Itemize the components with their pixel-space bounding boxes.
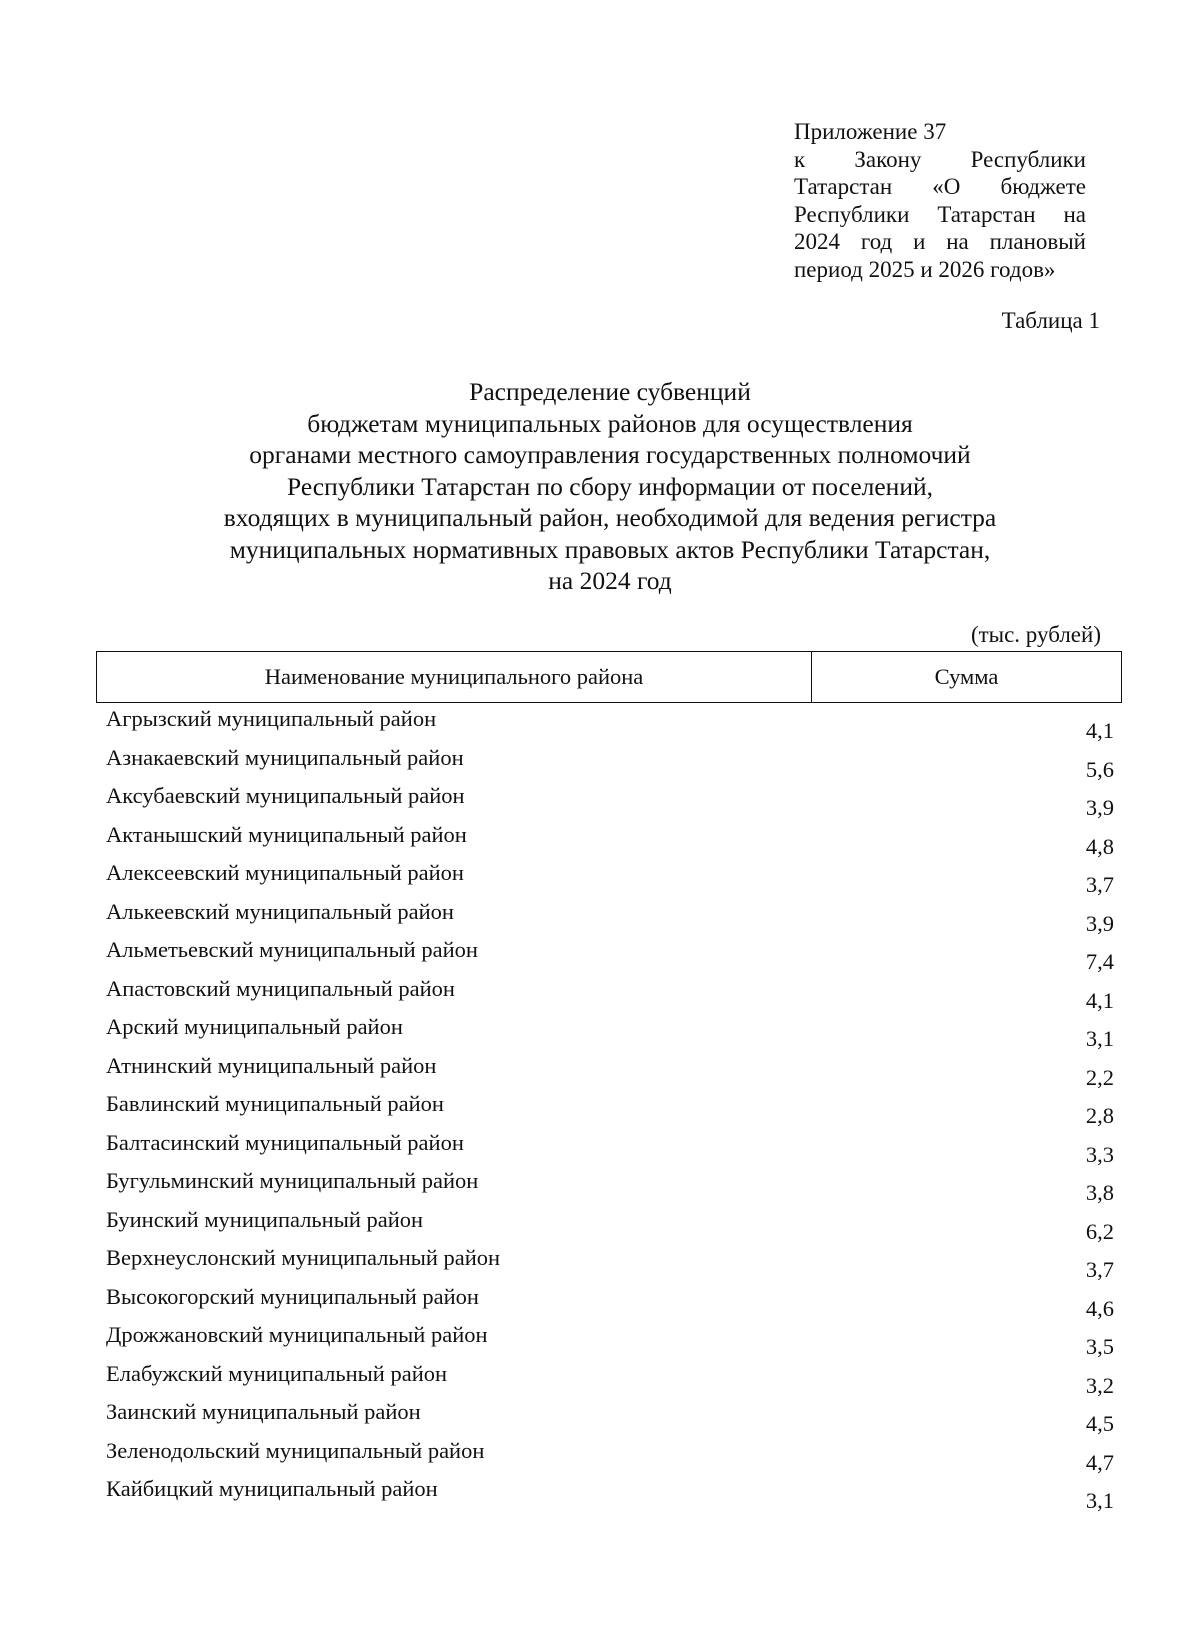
district-sum: 2,2 bbox=[1085, 1064, 1114, 1090]
table-row bbox=[106, 1207, 1114, 1246]
district-sum: 7,4 bbox=[1085, 949, 1114, 974]
document-title bbox=[110, 376, 1110, 597]
district-sum: 4,5 bbox=[1085, 1411, 1114, 1436]
table-row bbox=[106, 1014, 1114, 1053]
district-name: Заинский муниципальный район bbox=[106, 1399, 421, 1424]
district-sum: 4,1 bbox=[1085, 718, 1114, 743]
title-line: муниципальных нормативных правовых актов Республики Татарстан, bbox=[229, 534, 991, 564]
district-sum: 5,6 bbox=[1085, 756, 1114, 782]
table-row bbox=[106, 899, 1114, 938]
unit-label: (тыс. рублей) bbox=[970, 622, 1101, 647]
district-sum: 3,9 bbox=[1085, 910, 1114, 936]
annex-reference bbox=[794, 118, 1086, 283]
annex-line: Татарстан «О бюджете bbox=[794, 174, 1086, 199]
district-name: Альметьевский муниципальный район bbox=[106, 937, 478, 962]
column-header-sum: Сумма bbox=[934, 664, 999, 689]
district-sum: 2,8 bbox=[1085, 1103, 1114, 1128]
district-name: Актанышский муниципальный район bbox=[106, 821, 467, 847]
district-sum: 4,6 bbox=[1085, 1295, 1114, 1321]
district-name: Атнинский муниципальный район bbox=[106, 1052, 437, 1078]
district-name: Апастовский муниципальный район bbox=[106, 975, 455, 1001]
table-body bbox=[106, 706, 1114, 1515]
title-line: бюджетам муниципальных районов для осуществления bbox=[307, 408, 913, 438]
table-row bbox=[106, 1284, 1114, 1323]
annex-line: Республики Татарстан на bbox=[794, 201, 1086, 227]
district-sum: 3,1 bbox=[1085, 1488, 1114, 1513]
title-line: на 2024 год bbox=[548, 566, 672, 595]
district-sum: 3,7 bbox=[1085, 1257, 1114, 1282]
district-name: Дрожжановский муниципальный район bbox=[106, 1322, 488, 1347]
title-line: органами местного самоуправления государственных полномочий bbox=[249, 440, 971, 469]
table-row bbox=[106, 783, 1114, 822]
district-sum: 3,1 bbox=[1085, 1026, 1114, 1051]
district-name: Алексеевский муниципальный район bbox=[106, 860, 464, 885]
title-line: Республики Татарстан по сбору информации от поселений, bbox=[287, 471, 933, 501]
district-name: Высокогорский муниципальный район bbox=[106, 1283, 479, 1309]
table-row bbox=[106, 1053, 1114, 1092]
title-line: Распределение субвенций bbox=[469, 377, 751, 406]
district-name: Бавлинский муниципальный район bbox=[106, 1091, 444, 1116]
district-name: Аксубаевский муниципальный район bbox=[106, 783, 465, 808]
table-row bbox=[106, 1322, 1114, 1361]
district-name: Верхнеуслонский муниципальный район bbox=[106, 1245, 501, 1270]
district-sum: 4,8 bbox=[1085, 833, 1114, 859]
district-sum: 4,7 bbox=[1085, 1449, 1114, 1475]
district-sum: 3,5 bbox=[1085, 1334, 1114, 1359]
annex-line: Приложение 37 bbox=[794, 119, 947, 144]
table-row bbox=[106, 1476, 1114, 1515]
table-row bbox=[106, 860, 1114, 899]
column-header-name: Наименование муниципального района bbox=[97, 652, 812, 702]
annex-line: период 2025 и 2026 годов» bbox=[794, 256, 1056, 282]
table-row bbox=[106, 706, 1114, 745]
district-name: Азнакаевский муниципальный район bbox=[106, 744, 464, 770]
table-row bbox=[106, 976, 1114, 1015]
district-name: Агрызский муниципальный район bbox=[106, 706, 437, 731]
table-row bbox=[106, 937, 1114, 976]
table-row bbox=[106, 1091, 1114, 1130]
table-header bbox=[96, 651, 1122, 703]
district-sum: 3,8 bbox=[1085, 1180, 1114, 1205]
title-line: входящих в муниципальный район, необходимой для ведения регистра bbox=[223, 503, 997, 532]
table-number: Таблица 1 bbox=[1001, 308, 1100, 333]
annex-line: 2024 год и на плановый bbox=[794, 229, 1086, 254]
table-row bbox=[106, 1361, 1114, 1400]
table-row bbox=[106, 1245, 1114, 1284]
district-name: Буинский муниципальный район bbox=[106, 1206, 424, 1232]
table-row bbox=[106, 745, 1114, 784]
district-name: Кайбицкий муниципальный район bbox=[106, 1476, 438, 1501]
table-row bbox=[106, 822, 1114, 861]
district-name: Балтасинский муниципальный район bbox=[106, 1129, 464, 1155]
district-sum: 3,2 bbox=[1085, 1372, 1114, 1398]
district-sum: 3,7 bbox=[1085, 872, 1114, 897]
table-row bbox=[106, 1438, 1114, 1477]
district-sum: 3,9 bbox=[1085, 795, 1114, 820]
district-name: Зеленодольский муниципальный район bbox=[106, 1437, 485, 1463]
district-sum: 3,3 bbox=[1085, 1141, 1114, 1167]
district-sum: 6,2 bbox=[1085, 1218, 1114, 1244]
annex-line: к Закону Республики bbox=[794, 146, 1086, 172]
table-row bbox=[106, 1168, 1114, 1207]
district-name: Елабужский муниципальный район bbox=[106, 1360, 448, 1386]
district-name: Бугульминский муниципальный район bbox=[106, 1168, 479, 1193]
district-name: Алькеевский муниципальный район bbox=[106, 898, 454, 924]
district-sum: 4,1 bbox=[1085, 987, 1114, 1013]
table-row bbox=[106, 1399, 1114, 1438]
table-row bbox=[106, 1130, 1114, 1169]
district-name: Арский муниципальный район bbox=[106, 1014, 403, 1039]
